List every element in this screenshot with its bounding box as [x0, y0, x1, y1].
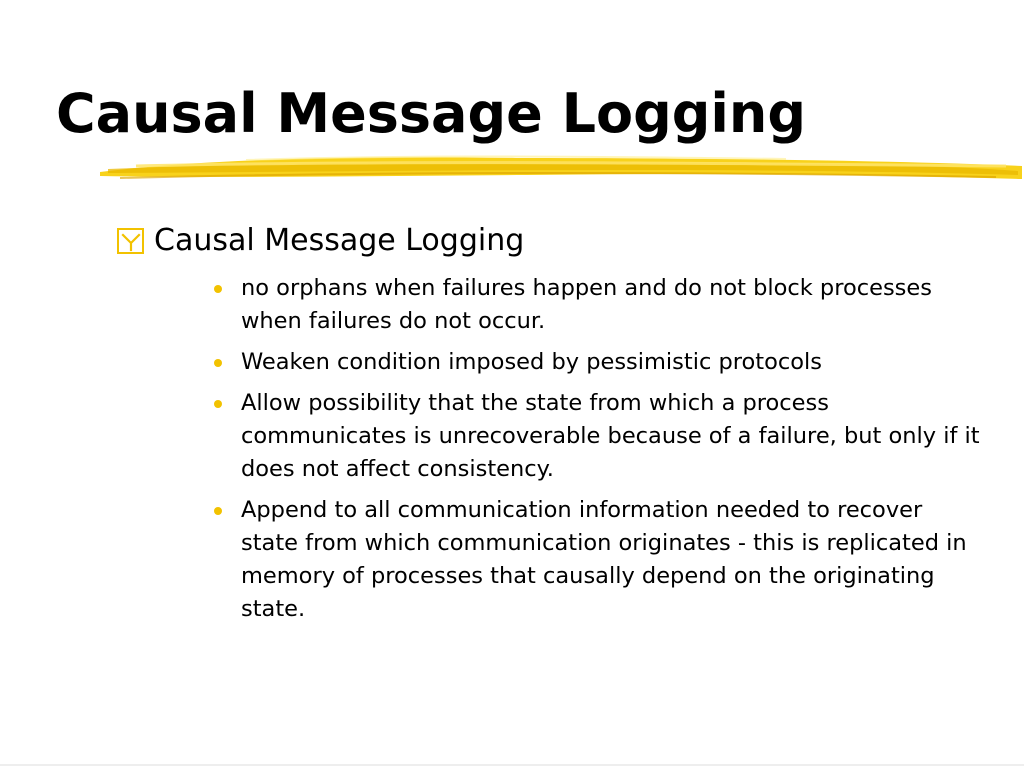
level1-heading: Causal Message Logging	[154, 223, 525, 258]
bullet-dot-icon	[214, 507, 222, 515]
bullet-list	[214, 272, 984, 634]
footer-divider	[0, 764, 1024, 766]
bullet-item	[214, 494, 984, 626]
bullet-text: no orphans when failures happen and do not block processes when failures do not occur.	[241, 275, 932, 334]
bullet-dot-icon	[214, 285, 222, 293]
bullet-text: Append to all communication information needed to recover state from which communication originates - this is replicated in memory of processes that causally depend on the originating state.	[241, 497, 967, 622]
bullet-text: Weaken condition imposed by pessimistic protocols	[241, 349, 823, 375]
bullet-text: Allow possibility that the state from which a process communicates is unrecoverable because of a failure, but only if it does not affect consistency.	[241, 390, 980, 482]
title-underline-brush	[96, 148, 1024, 190]
checkbox-icon	[116, 226, 146, 256]
bullet-item	[214, 346, 984, 379]
bullet-dot-icon	[214, 359, 222, 367]
level1-bullet	[116, 220, 524, 262]
bullet-item	[214, 272, 984, 338]
bullet-dot-icon	[214, 400, 222, 408]
slide-title: Causal Message Logging	[56, 82, 806, 145]
bullet-item	[214, 387, 984, 486]
